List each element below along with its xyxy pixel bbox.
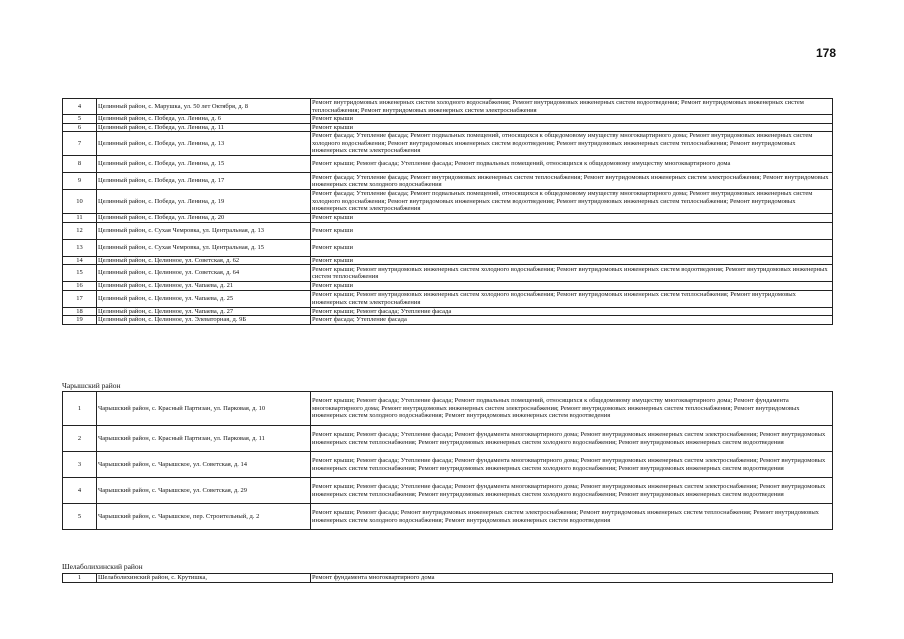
table-row xyxy=(63,99,833,115)
row-number: 10 xyxy=(63,190,97,214)
row-number: 17 xyxy=(63,290,97,307)
table-row xyxy=(63,156,833,173)
row-works: Ремонт крыши xyxy=(311,123,833,132)
row-address: Целинный район, с. Целинное, ул. Чапаева, д. 25 xyxy=(97,290,311,307)
row-number: 14 xyxy=(63,256,97,265)
row-number: 5 xyxy=(63,115,97,124)
row-number: 15 xyxy=(63,265,97,282)
row-address: Целинный район, с. Победа, ул. Ленина, д. 11 xyxy=(97,123,311,132)
table-charyshsky-district xyxy=(62,391,832,530)
row-works: Ремонт крыши; Ремонт фасада; Утепление фасада; Ремонт фундамента многоквартирного дома; Ремонт внутридомовых инженерных систем электроснабжения; Ремонт внутридомовых инженерных систем теплоснабжения; Ремонт внутридомовых инженерных систем холодного водоснабжения; Ремонт внутридомовых инженерных систем водоотведения xyxy=(311,426,833,452)
row-address: Целинный район, с. Победа, ул. Ленина, д. 15 xyxy=(97,156,311,173)
row-works: Ремонт крыши xyxy=(311,214,833,223)
row-address: Чарышский район, с. Красный Партизан, ул. Парковая, д. 11 xyxy=(97,426,311,452)
table-row xyxy=(63,132,833,156)
row-works: Ремонт фасада; Утепление фасада; Ремонт подвальных помещений, относящихся к общедомовому имуществу многоквартирного дома; Ремонт внутридомовых инженерных систем холодного водоснабжения; Ремонт внутридомовых инженерных систем водоотведения; Ремонт внутридомовых инженерных систем теплоснабжения; Ремонт внутридомовых инженерных систем электроснабжения xyxy=(311,132,833,156)
table-row xyxy=(63,214,833,223)
row-number: 2 xyxy=(63,426,97,452)
row-works: Ремонт внутридомовых инженерных систем холодного водоснабжения; Ремонт внутридомовых инженерных систем водоотведения; Ремонт внутридомовых инженерных систем теплоснабжения; Ремонт внутридомовых инженерных систем электроснабжения xyxy=(311,99,833,115)
table-row xyxy=(63,426,833,452)
row-number: 4 xyxy=(63,99,97,115)
table-row xyxy=(63,504,833,530)
table-row xyxy=(63,222,833,239)
table-row xyxy=(63,316,833,325)
row-works: Ремонт крыши xyxy=(311,115,833,124)
row-address: Целинный район, с. Целинное, ул. Элеваторная, д. 9Б xyxy=(97,316,311,325)
row-number: 13 xyxy=(63,239,97,256)
row-number: 11 xyxy=(63,214,97,223)
page-number: 178 xyxy=(816,46,837,60)
row-number: 16 xyxy=(63,282,97,291)
table-row xyxy=(63,239,833,256)
row-address: Чарышский район, с. Чарышское, ул. Советская, д. 29 xyxy=(97,478,311,504)
row-number: 1 xyxy=(63,574,97,583)
row-works: Ремонт крыши xyxy=(311,222,833,239)
row-address: Целинный район, с. Целинное, ул. Советская, д. 62 xyxy=(97,256,311,265)
row-address: Чарышский район, с. Чарышское, пер. Строительный, д. 2 xyxy=(97,504,311,530)
row-works: Ремонт крыши; Ремонт фасада; Утепление фасада; Ремонт фундамента многоквартирного дома; Ремонт внутридомовых инженерных систем электроснабжения; Ремонт внутридомовых инженерных систем теплоснабжения; Ремонт внутридомовых инженерных систем холодного водоснабжения; Ремонт внутридомовых инженерных систем водоотведения xyxy=(311,478,833,504)
row-works: Ремонт крыши; Ремонт фасада; Утепление фасада; Ремонт подвальных помещений, относящихся к общедомовому имуществу многоквартирного дома xyxy=(311,156,833,173)
row-address: Целинный район, с. Победа, ул. Ленина, д. 17 xyxy=(97,173,311,190)
row-number: 5 xyxy=(63,504,97,530)
row-works: Ремонт крыши xyxy=(311,282,833,291)
row-address: Целинный район, с. Победа, ул. Ленина, д. 6 xyxy=(97,115,311,124)
row-address: Целинный район, с. Победа, ул. Ленина, д. 13 xyxy=(97,132,311,156)
row-works: Ремонт крыши xyxy=(311,256,833,265)
row-address: Чарышский район, с. Чарышское, ул. Советская, д. 14 xyxy=(97,452,311,478)
table-row xyxy=(63,256,833,265)
section-heading-shelabolikhinsky: Шелаболихинский район xyxy=(62,562,143,571)
row-address: Целинный район, с. Победа, ул. Ленина, д. 20 xyxy=(97,214,311,223)
table-row xyxy=(63,290,833,307)
row-address: Целинный район, с. Целинное, ул. Советская, д. 64 xyxy=(97,265,311,282)
table-row xyxy=(63,173,833,190)
table-row xyxy=(63,115,833,124)
row-number: 18 xyxy=(63,307,97,316)
row-address: Целинный район, с. Сухая Чемровка, ул. Центральная, д. 15 xyxy=(97,239,311,256)
table-row xyxy=(63,265,833,282)
row-works: Ремонт крыши; Ремонт внутридомовых инженерных систем холодного водоснабжения; Ремонт внутридомовых инженерных систем теплоснабжения; Ремонт внутридомовых инженерных систем электроснабжения xyxy=(311,290,833,307)
row-works: Ремонт фундамента многоквартирного дома xyxy=(311,574,833,583)
row-works: Ремонт крыши; Ремонт фасада; Утепление фасада xyxy=(311,307,833,316)
row-works: Ремонт фасада; Утепление фасада; Ремонт подвальных помещений, относящихся к общедомовому имуществу многоквартирного дома; Ремонт внутридомовых инженерных систем холодного водоснабжения; Ремонт внутридомовых инженерных систем водоотведения; Ремонт внутридомовых инженерных систем теплоснабжения; Ремонт внутридомовых инженерных систем электроснабжения xyxy=(311,190,833,214)
table-row xyxy=(63,123,833,132)
row-number: 8 xyxy=(63,156,97,173)
row-number: 6 xyxy=(63,123,97,132)
row-number: 12 xyxy=(63,222,97,239)
table-row xyxy=(63,307,833,316)
row-works: Ремонт фасада; Утепление фасада xyxy=(311,316,833,325)
table-row xyxy=(63,392,833,426)
row-number: 9 xyxy=(63,173,97,190)
row-number: 19 xyxy=(63,316,97,325)
row-works: Ремонт крыши; Ремонт фасада; Утепление фасада; Ремонт подвальных помещений, относящихся к общедомовому имуществу многоквартирного дома; Ремонт фундамента многоквартирного дома; Ремонт внутридомовых инженерных систем электроснабжения; Ремонт внутридомовых инженерных систем теплоснабжения; Ремонт внутридомовых инженерных систем холодного водоснабжения; Ремонт внутридомовых инженерных систем водоотведения xyxy=(311,392,833,426)
table-row xyxy=(63,282,833,291)
row-number: 7 xyxy=(63,132,97,156)
row-works: Ремонт крыши; Ремонт фасада; Утепление фасада; Ремонт фундамента многоквартирного дома; Ремонт внутридомовых инженерных систем электроснабжения; Ремонт внутридомовых инженерных систем теплоснабжения; Ремонт внутридомовых инженерных систем холодного водоснабжения; Ремонт внутридомовых инженерных систем водоотведения xyxy=(311,452,833,478)
table-row xyxy=(63,574,833,583)
row-works: Ремонт крыши; Ремонт фасада; Ремонт внутридомовых инженерных систем электроснабжения; Ремонт внутридомовых инженерных систем теплоснабжения; Ремонт внутридомовых инженерных систем холодного водоснабжения; Ремонт внутридомовых инженерных систем водоотведения xyxy=(311,504,833,530)
row-address: Целинный район, с. Целинное, ул. Чапаева, д. 21 xyxy=(97,282,311,291)
row-address: Целинный район, с. Сухая Чемровка, ул. Центральная, д. 13 xyxy=(97,222,311,239)
row-works: Ремонт крыши; Ремонт внутридомовых инженерных систем холодного водоснабжения; Ремонт внутридомовых инженерных систем водоотведения; Ремонт внутридомовых инженерных систем теплоснабжения xyxy=(311,265,833,282)
row-number: 3 xyxy=(63,452,97,478)
row-works: Ремонт фасада; Утепление фасада; Ремонт внутридомовых инженерных систем теплоснабжения; Ремонт внутридомовых инженерных систем электроснабжения; Ремонт внутридомовых инженерных систем холодного водоснабжения xyxy=(311,173,833,190)
row-works: Ремонт крыши xyxy=(311,239,833,256)
section-heading-charyshsky: Чарышский район xyxy=(62,381,121,390)
row-address: Чарышский район, с. Красный Партизан, ул. Парковая, д. 10 xyxy=(97,392,311,426)
row-address: Целинный район, с. Марушка, ул. 50 лет Октября, д. 8 xyxy=(97,99,311,115)
table-tselinny-district xyxy=(62,98,832,325)
table-row xyxy=(63,190,833,214)
row-number: 4 xyxy=(63,478,97,504)
row-number: 1 xyxy=(63,392,97,426)
row-address: Целинный район, с. Целинное, ул. Чапаева, д. 27 xyxy=(97,307,311,316)
row-address: Шелаболихинский район, с. Крутишка, xyxy=(97,574,311,583)
table-row xyxy=(63,452,833,478)
row-address: Целинный район, с. Победа, ул. Ленина, д. 19 xyxy=(97,190,311,214)
table-row xyxy=(63,478,833,504)
table-shelabolikhinsky-district xyxy=(62,573,832,583)
